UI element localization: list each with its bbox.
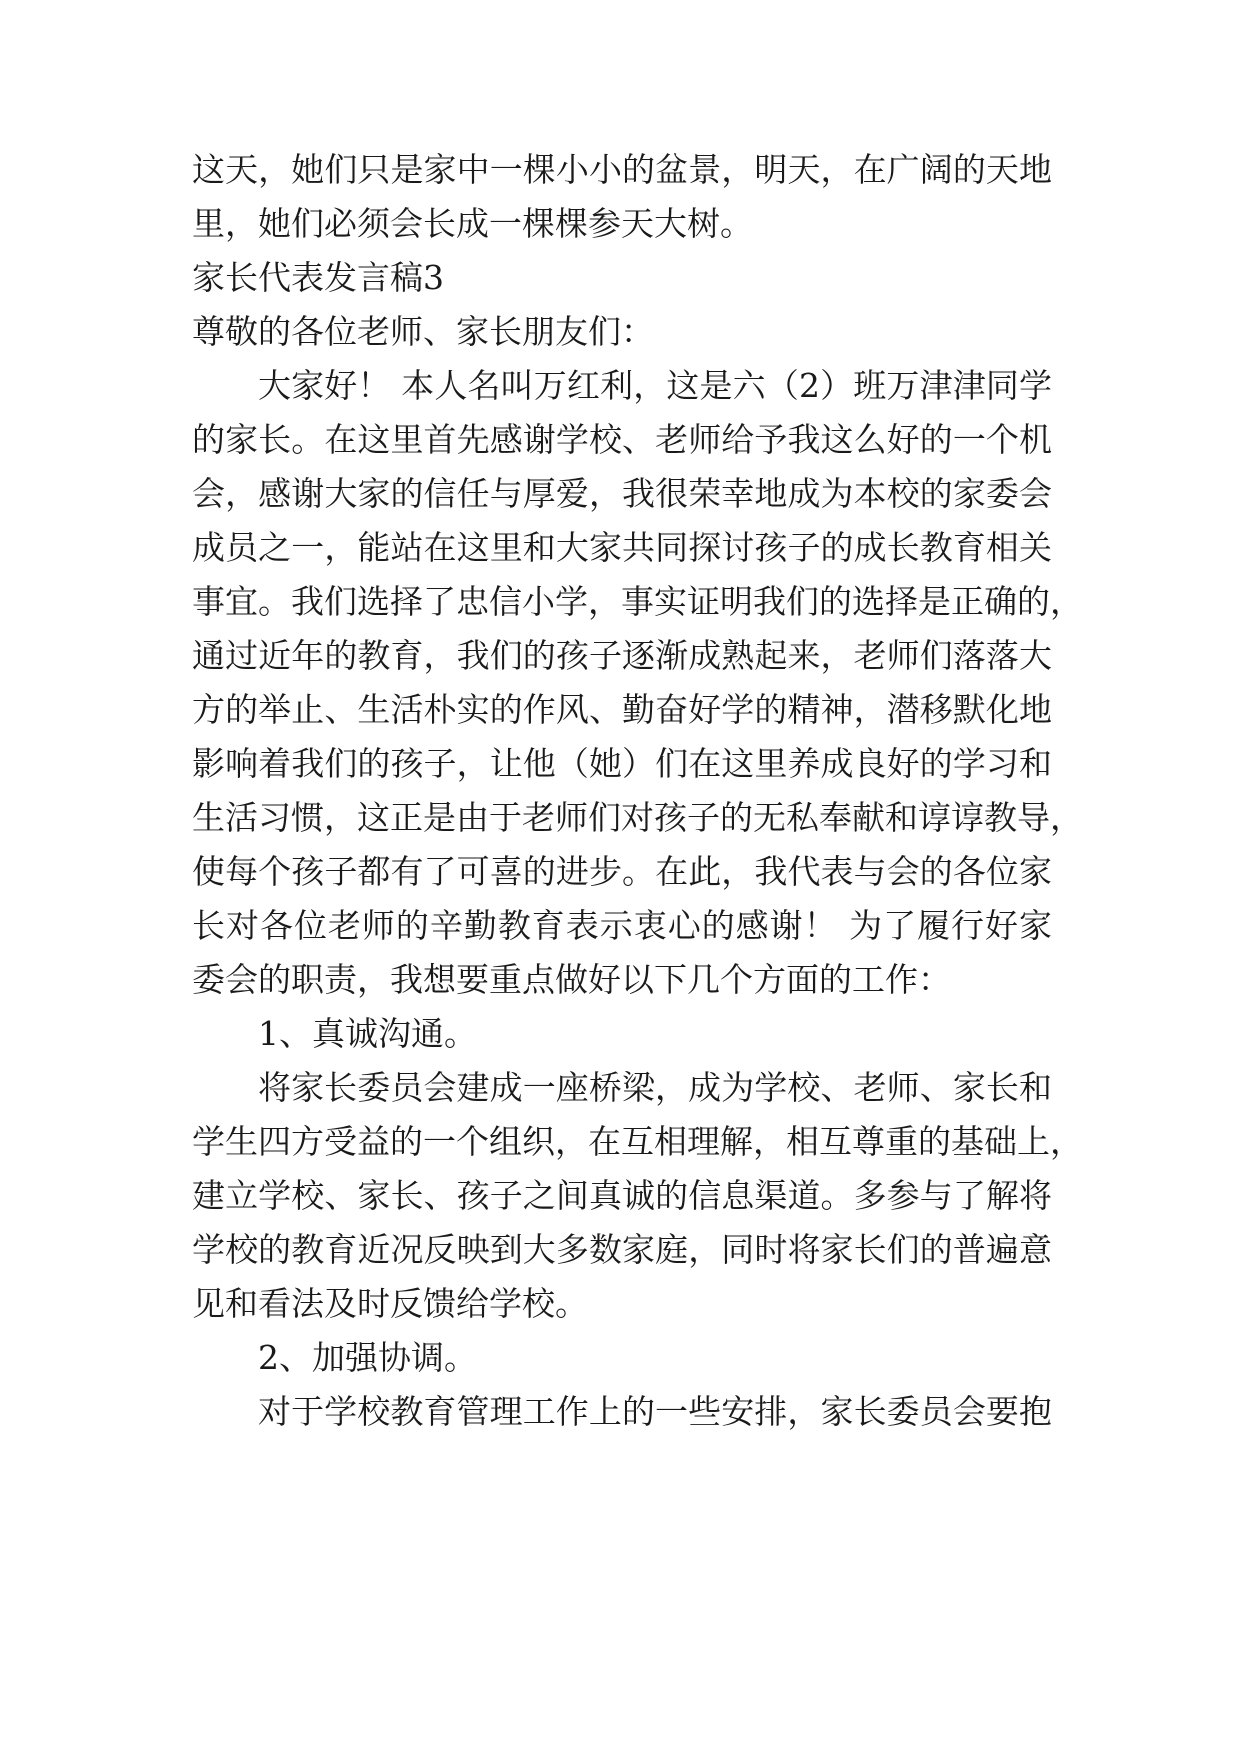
text-line: 学生四方受益的一个组织，在互相理解，相互尊重的基础上，	[192, 1122, 1083, 1161]
text-line: 这天，她们只是家中一棵小小的盆景，明天，在广阔的天地	[192, 150, 1052, 189]
text-line: 委会的职责，我想要重点做好以下几个方面的工作：	[192, 960, 951, 999]
text-line: 影响着我们的孩子，让他（她）们在这里养成良好的学习和	[192, 744, 1052, 783]
text-line: 建立学校、家长、孩子之间真诚的信息渠道。多参与了解将	[192, 1176, 1052, 1215]
text-line: 的家长。在这里首先感谢学校、老师给予我这么好的一个机	[192, 420, 1052, 459]
text-line: 事宜。我们选择了忠信小学，事实证明我们的选择是正确的，	[192, 582, 1083, 621]
text-line: 学校的教育近况反映到大多数家庭，同时将家长们的普遍意	[192, 1230, 1052, 1269]
list-item-heading: 1、真诚沟通。	[258, 1014, 477, 1053]
text-line: 里，她们必须会长成一棵棵参天大树。	[192, 204, 753, 243]
salutation: 尊敬的各位老师、家长朋友们：	[192, 312, 654, 351]
text-line: 见和看法及时反馈给学校。	[192, 1284, 588, 1323]
list-item-heading: 2、加强协调。	[258, 1338, 477, 1377]
text-line: 方的举止、生活朴实的作风、勤奋好学的精神，潜移默化地	[192, 690, 1052, 729]
text-line: 使每个孩子都有了可喜的进步。在此，我代表与会的各位家	[192, 852, 1052, 891]
text-line: 生活习惯，这正是由于老师们对孩子的无私奉献和谆谆教导，	[192, 798, 1083, 837]
text-line: 成员之一，能站在这里和大家共同探讨孩子的成长教育相关	[192, 528, 1052, 567]
text-line: 通过近年的教育，我们的孩子逐渐成熟起来，老师们落落大	[192, 636, 1052, 675]
text-line: 对于学校教育管理工作上的一些安排，家长委员会要抱	[258, 1392, 1052, 1431]
text-line: 将家长委员会建成一座桥梁，成为学校、老师、家长和	[258, 1068, 1052, 1107]
text-line: 会，感谢大家的信任与厚爱，我很荣幸地成为本校的家委会	[192, 474, 1052, 513]
text-line: 大家好！ 本人名叫万红利，这是六（2）班万津津同学	[258, 366, 1052, 405]
section-heading: 家长代表发言稿3	[192, 258, 444, 297]
text-line: 长对各位老师的辛勤教育表示衷心的感谢！ 为了履行好家	[192, 906, 1052, 945]
